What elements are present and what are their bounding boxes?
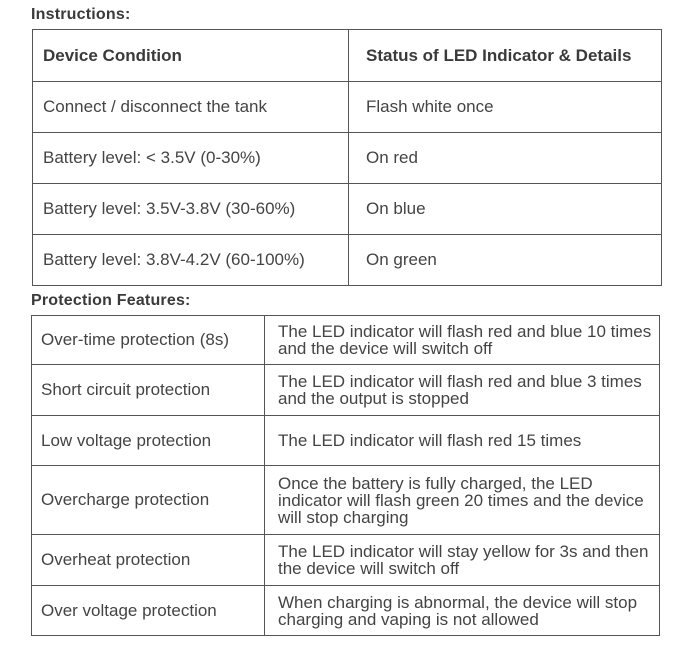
- table-row: [32, 466, 660, 535]
- feature-cell: Overheat protection: [32, 535, 265, 586]
- status-cell: Flash white once: [349, 82, 662, 133]
- detail-cell: The LED indicator will flash red and blue 3 times and the output is stopped: [265, 365, 660, 416]
- condition-cell: Battery level: 3.8V-4.2V (60-100%): [33, 235, 349, 286]
- detail-cell: Once the battery is fully charged, the LED indicator will flash green 20 times and the device will stop charging: [265, 466, 660, 535]
- header-led-status: Status of LED Indicator & Details: [349, 30, 662, 82]
- status-cell: On blue: [349, 184, 662, 235]
- detail-cell: The LED indicator will stay yellow for 3s and then the device will switch off: [265, 535, 660, 586]
- status-cell: On red: [349, 133, 662, 184]
- status-cell: On green: [349, 235, 662, 286]
- detail-cell: When charging is abnormal, the device will stop charging and vaping is not allowed: [265, 586, 660, 636]
- condition-cell: Battery level: < 3.5V (0-30%): [33, 133, 349, 184]
- condition-cell: Battery level: 3.5V-3.8V (30-60%): [33, 184, 349, 235]
- table-header-row: [33, 30, 662, 82]
- table-row: [33, 184, 662, 235]
- table-row: [33, 82, 662, 133]
- table-row: [32, 586, 660, 636]
- detail-cell: The LED indicator will flash red and blue 10 times and the device will switch off: [265, 316, 660, 365]
- feature-cell: Over-time protection (8s): [32, 316, 265, 365]
- feature-cell: Overcharge protection: [32, 466, 265, 535]
- detail-cell: The LED indicator will flash red 15 times: [265, 416, 660, 466]
- table-row: [33, 235, 662, 286]
- condition-cell: Connect / disconnect the tank: [33, 82, 349, 133]
- table-row: [32, 416, 660, 466]
- table-row: [32, 535, 660, 586]
- instructions-heading: Instructions:: [31, 6, 131, 23]
- table-row: [32, 365, 660, 416]
- feature-cell: Short circuit protection: [32, 365, 265, 416]
- instructions-table: [32, 29, 662, 286]
- feature-cell: Over voltage protection: [32, 586, 265, 636]
- protection-table: [31, 315, 660, 636]
- protection-heading: Protection Features:: [31, 292, 191, 309]
- header-device-condition: Device Condition: [33, 30, 349, 82]
- table-row: [32, 316, 660, 365]
- table-row: [33, 133, 662, 184]
- feature-cell: Low voltage protection: [32, 416, 265, 466]
